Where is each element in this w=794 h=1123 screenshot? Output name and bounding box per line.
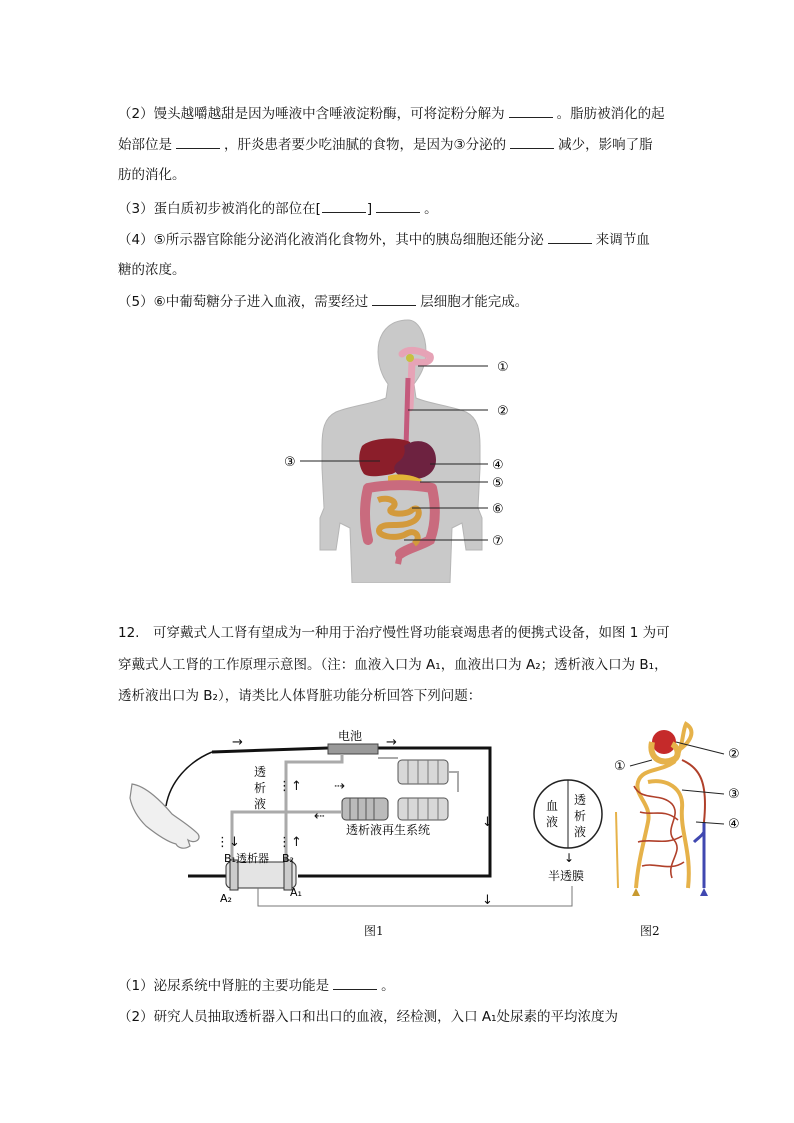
hand [130,784,199,848]
nephron-label-1: ① [614,759,626,774]
glomerulus [652,730,676,754]
q11-p4-line2: 糖的浓度。 [118,262,186,278]
nephron-figure [612,712,752,922]
svg-text:→: → [232,735,243,750]
a1-label: A₁ [290,886,302,899]
esophagus [406,378,408,448]
a2-label: A₂ [220,892,232,905]
blood-label-1: 血 [546,799,559,813]
answer-blank[interactable] [176,134,220,149]
q12-stem-line1: 12. 可穿戴式人工肾有望成为一种用于治疗慢性肾功能衰竭患者的便携式设备，如图 1 为可 [118,625,670,641]
q12-stem-line3: 透析液出口为 B₂），请类比人体肾脏功能分析回答下列问题： [118,688,482,704]
dialysate-label-1: 透 [254,765,267,779]
coil-right [398,798,448,820]
dialyzer-label: 透析器 [236,852,269,865]
label-4: ④ [492,458,504,473]
membrane-label: 半透膜 [548,869,585,883]
nephron-label-4: ④ [728,817,740,832]
svg-text:⇠: ⇠ [314,809,325,824]
fig2-caption: 图2 [640,924,660,938]
answer-blank[interactable] [333,975,377,990]
dial-label-3: 液 [574,825,587,839]
svg-text:→: → [386,735,397,750]
label-2: ② [497,404,509,419]
answer-blank[interactable] [548,229,592,244]
dial-label-2: 析 [574,809,587,823]
label-5: ⑤ [492,476,504,491]
coil-top-right [398,760,448,784]
nephron-label-3: ③ [728,787,740,802]
b2-label: B₂ [282,852,294,865]
regen-label: 透析液再生系统 [346,823,431,837]
digestive-system-figure [280,318,520,583]
artificial-kidney-figure [128,722,608,942]
svg-text:↓: ↓ [482,815,493,830]
q12-s2: （2）研究人员抽取透析器入口和出口的血液，经检测，入口 A₁处尿素的平均浓度为 [118,1009,619,1025]
dial-label-1: 透 [574,793,587,807]
q12-stem-line2: 穿戴式人工肾的工作原理示意图。（注：血液入口为 A₁，血液出口为 A₂；透析液入口为 B₁， [118,657,668,673]
blood-label-2: 液 [546,815,559,829]
salivary-gland [406,354,414,362]
dialysate-label-2: 析 [254,781,267,795]
label-1: ① [497,360,509,375]
svg-text:⇢: ⇢ [334,779,345,794]
answer-blank[interactable] [510,134,554,149]
label-3: ③ [284,455,296,470]
svg-text:⋮↓: ⋮↓ [216,835,240,850]
coil-left [342,798,388,820]
battery [328,744,378,754]
answer-blank[interactable] [376,198,420,213]
answer-blank[interactable] [509,103,553,118]
svg-text:↓: ↓ [482,893,493,908]
answer-blank[interactable] [322,198,366,213]
q12-s1: （1）泌尿系统中肾脏的主要功能是 。 [118,975,395,996]
svg-text:↓: ↓ [564,851,575,865]
nephron-label-2: ② [728,747,740,762]
q11-p2-line3: 肪的消化。 [118,167,186,183]
label-6: ⑥ [492,502,504,517]
svg-text:⋮↑: ⋮↑ [278,779,302,794]
answer-blank[interactable] [372,291,416,306]
q11-p3: （3）蛋白质初步被消化的部位在[ ] 。 [118,198,438,219]
battery-label: 电池 [338,729,363,743]
label-7: ⑦ [492,534,504,549]
q11-p5: （5）⑥中葡萄糖分子进入血液，需要经过 层细胞才能完成。 [118,291,528,312]
rectum [398,554,400,564]
q11-p2-line1: （2）馒头越嚼越甜是因为唾液中含唾液淀粉酶，可将淀粉分解为 。脂肪被消化的起 [118,103,665,124]
fig1-caption: 图1 [364,924,384,938]
b1-label: B₁ [224,852,236,865]
svg-text:⋮↑: ⋮↑ [278,835,302,850]
q11-p4-line1: （4）⑤所示器官除能分泌消化液消化食物外，其中的胰岛细胞还能分泌 来调节血 [118,229,650,250]
q11-p2-line2: 始部位是 ，肝炎患者要少吃油腻的食物，是因为③分泌的 减少，影响了脂 [118,134,653,155]
dialysate-label-3: 液 [254,797,267,811]
